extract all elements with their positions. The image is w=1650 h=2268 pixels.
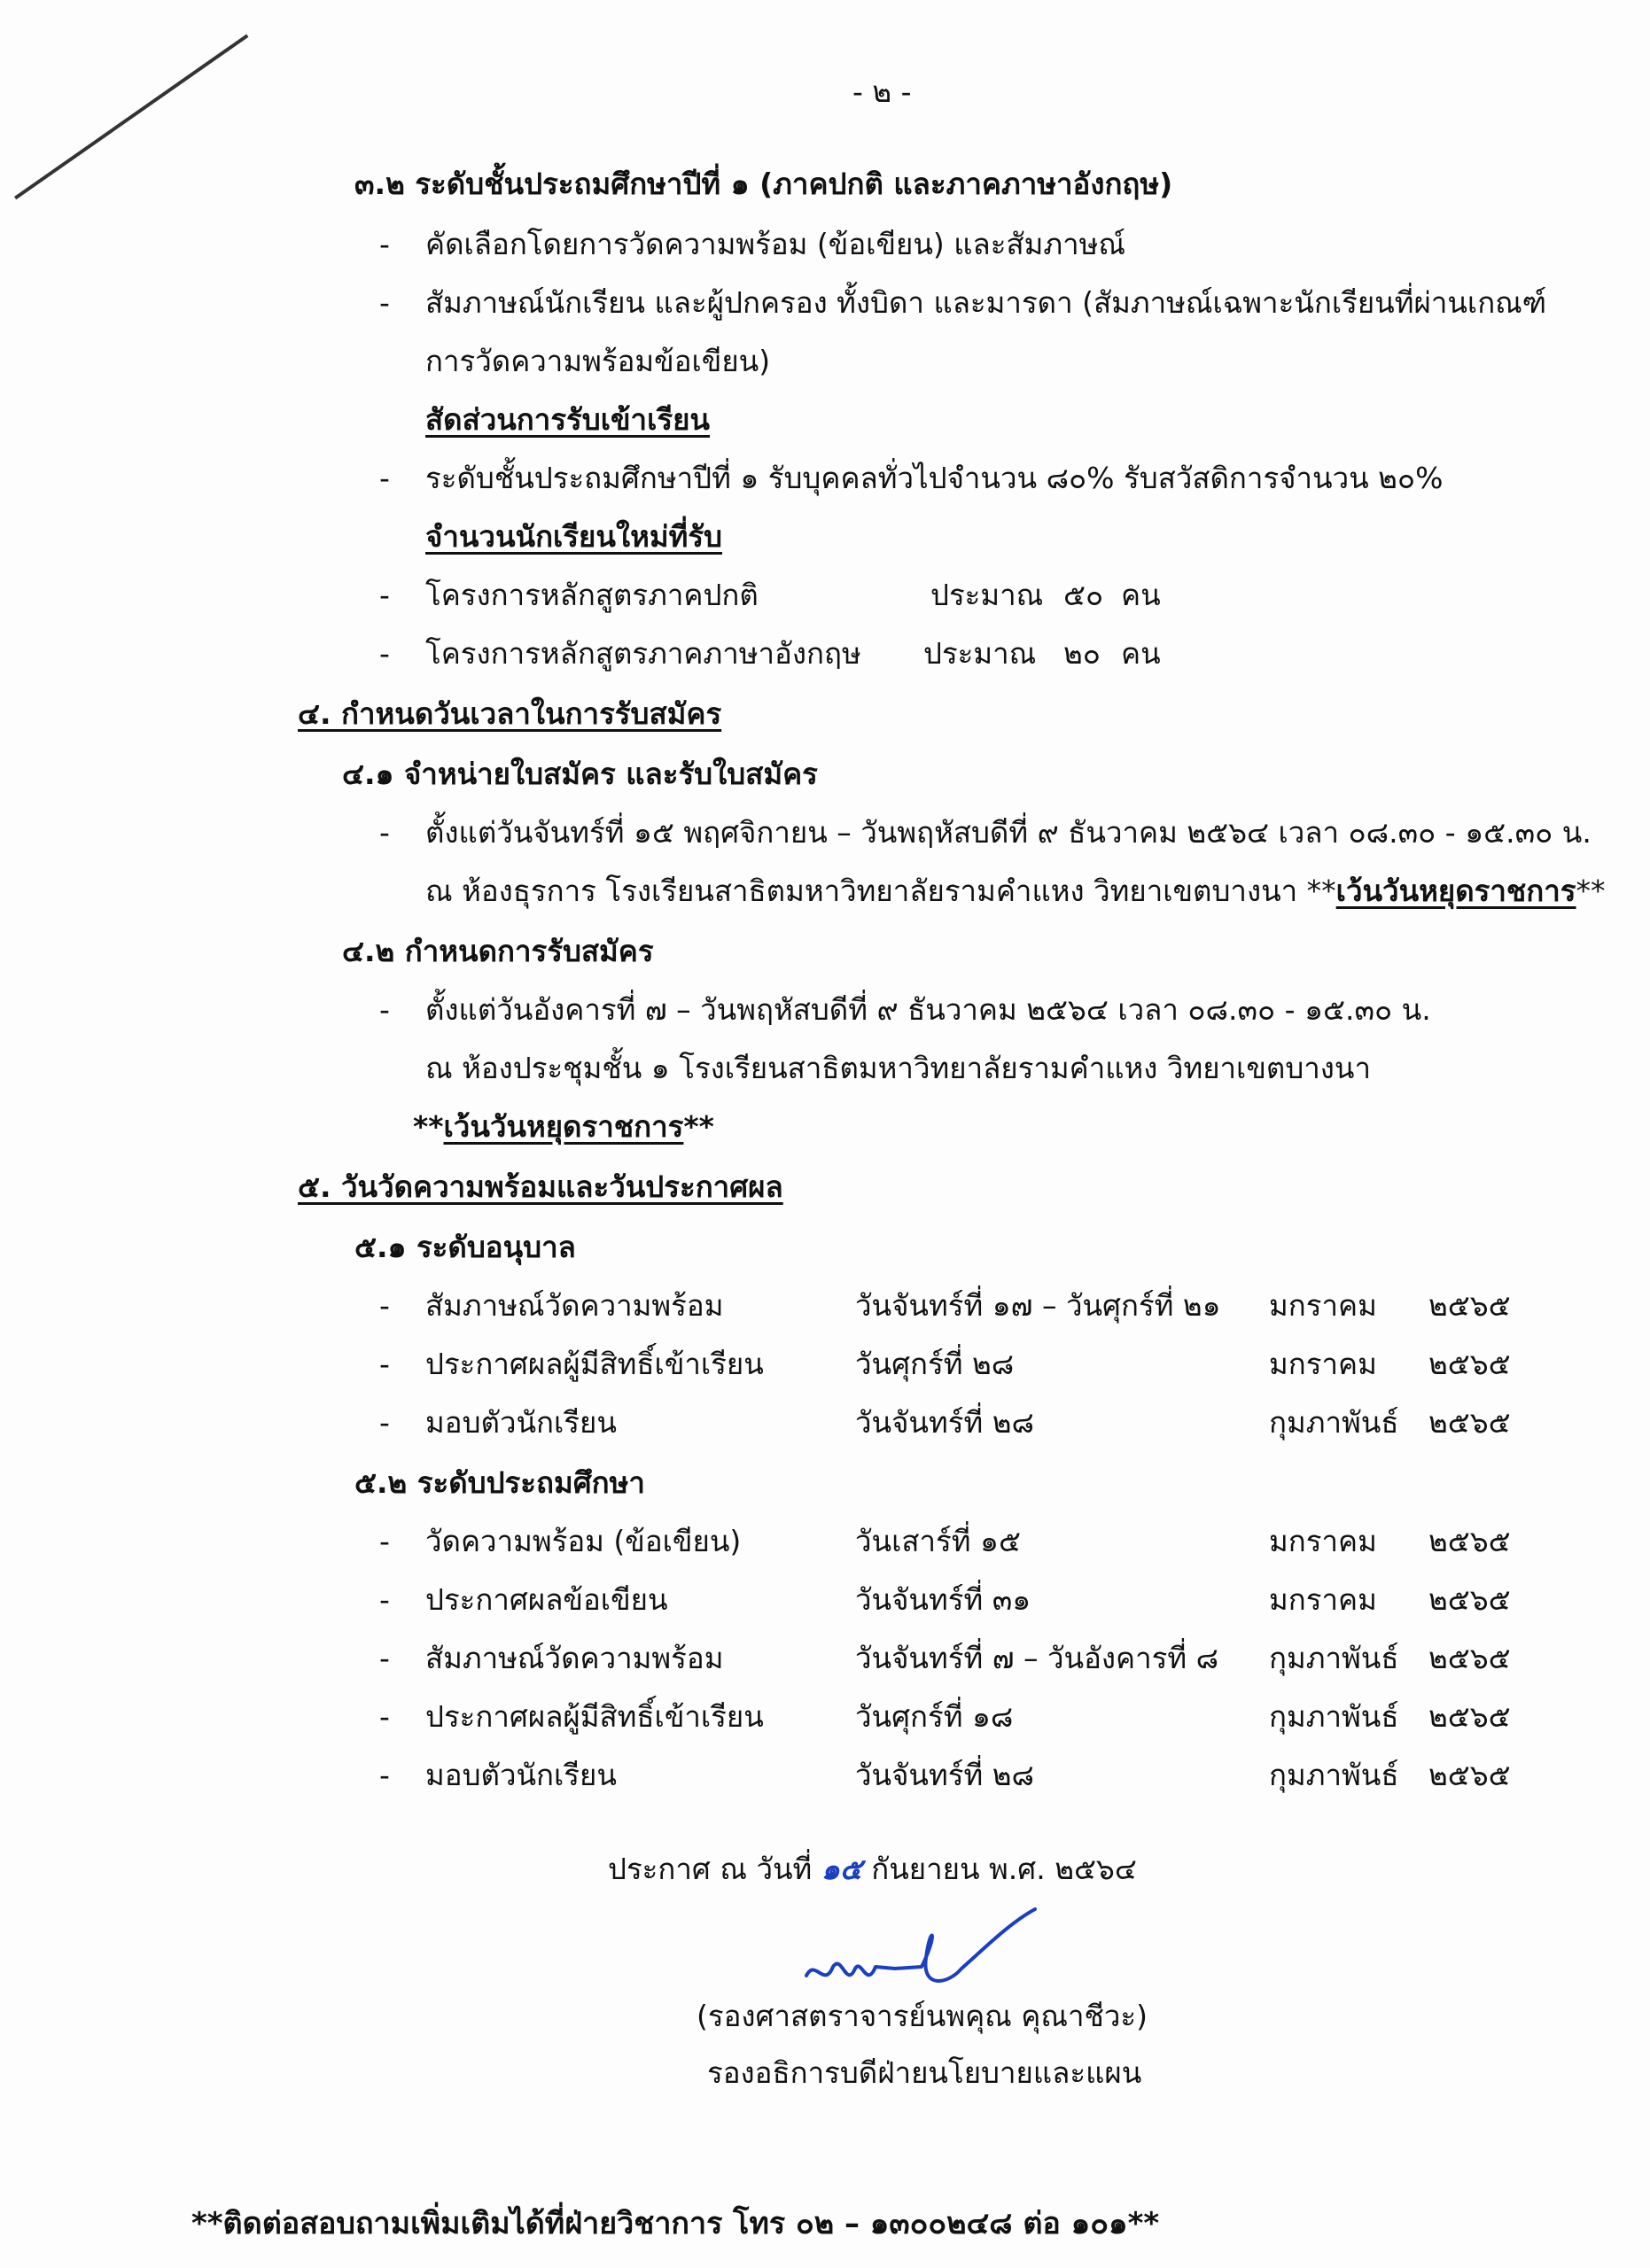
schedule-day: วันจันทร์ที่ ๗ – วันอังคารที่ ๘: [855, 1641, 1219, 1675]
section-3-2-heading: ๓.๒ ระดับชั้นประถมศึกษาปีที่ ๑ (ภาคปกติ และภาคภาษาอังกฤษ): [354, 167, 1173, 201]
bullet-dash: -: [379, 815, 390, 850]
schedule-day: วันจันทร์ที่ ๒๘: [855, 1758, 1034, 1792]
schedule-year: ๒๕๖๕: [1428, 1699, 1511, 1734]
section-4-1-heading: ๔.๑ จำหน่ายใบสมัคร และรับใบสมัคร: [342, 757, 818, 791]
schedule-day: วันเสาร์ที่ ๑๕: [855, 1524, 1021, 1558]
schedule-month: มกราคม: [1269, 1288, 1377, 1323]
bullet-dash: -: [379, 1347, 390, 1381]
bullet-dash: -: [379, 1582, 390, 1617]
schedule-event: ประกาศผลผู้มีสิทธิ์เข้าเรียน: [425, 1699, 764, 1734]
schedule-month: กุมภาพันธ์: [1269, 1405, 1399, 1440]
schedule-event: ประกาศผลข้อเขียน: [425, 1582, 668, 1617]
schedule-year: ๒๕๖๕: [1428, 1758, 1511, 1792]
schedule-year: ๒๕๖๕: [1428, 1582, 1511, 1617]
bullet-dash: -: [379, 227, 390, 261]
section-5-heading: ๕. วันวัดความพร้อมและวันประกาศผล: [298, 1169, 783, 1204]
schedule-day: วันจันทร์ที่ ๑๗ – วันศุกร์ที่ ๒๑: [855, 1288, 1221, 1323]
s4-2-line-2: ณ ห้องประชุมชั้น ๑ โรงเรียนสาธิตมหาวิทยาลัยรามคำแหง วิทยาเขตบางนา: [425, 1051, 1372, 1085]
count-row-unit: คน: [1121, 636, 1161, 671]
schedule-event: ประกาศผลผู้มีสิทธิ์เข้าเรียน: [425, 1347, 764, 1381]
schedule-year: ๒๕๖๕: [1428, 1347, 1511, 1381]
schedule-year: ๒๕๖๕: [1428, 1288, 1511, 1323]
bullet-dash: -: [379, 461, 390, 495]
schedule-year: ๒๕๖๕: [1428, 1405, 1511, 1440]
signer-title: รองอธิการบดีฝ่ายนโยบายและแผน: [707, 2055, 1142, 2090]
handwritten-day: ๑๕: [821, 1852, 862, 1886]
schedule-day: วันจันทร์ที่ ๒๘: [855, 1405, 1034, 1440]
s4-2-line-3: **เว้นวันหยุดราชการ**: [413, 1109, 714, 1144]
ratio-item: ระดับชั้นประถมศึกษาปีที่ ๑ รับบุคคลทั่วไปจำนวน ๘๐% รับสวัสดิการจำนวน ๒๐%: [425, 461, 1444, 495]
bullet-dash: -: [379, 636, 390, 671]
count-row-num: ๕๐: [1063, 578, 1104, 612]
s4-1-line-1: ตั้งแต่วันจันทร์ที่ ๑๕ พฤศจิกายน – วันพฤหัสบดีที่ ๙ ธันวาคม ๒๕๖๔ เวลา ๐๘.๓๐ - ๑๕.๓๐ น.: [425, 815, 1592, 850]
count-row-unit: คน: [1121, 578, 1161, 612]
bullet-dash: -: [379, 1405, 390, 1440]
count-row-approx: ประมาณ: [923, 636, 1037, 671]
s3-2-item-2-cont: การวัดความพร้อมข้อเขียน): [425, 344, 771, 378]
bullet-dash: -: [379, 992, 390, 1027]
section-4-2-heading: ๔.๒ กำหนดการรับสมัคร: [342, 934, 654, 968]
schedule-month: กุมภาพันธ์: [1269, 1641, 1399, 1675]
schedule-event: วัดความพร้อม (ข้อเขียน): [425, 1524, 742, 1558]
count-row-label: โครงการหลักสูตรภาคปกติ: [425, 578, 759, 612]
count-row-label: โครงการหลักสูตรภาคภาษาอังกฤษ: [425, 636, 861, 671]
section-5-1-heading: ๕.๑ ระดับอนุบาล: [354, 1230, 576, 1264]
schedule-month: กุมภาพันธ์: [1269, 1758, 1399, 1792]
contact-footer: **ติดต่อสอบถามเพิ่มเติมได้ที่ฝ่ายวิชาการ โทร ๐๒ – ๑๓๐๐๒๔๘ ต่อ ๑๐๑**: [191, 2206, 1160, 2241]
schedule-month: กุมภาพันธ์: [1269, 1699, 1399, 1734]
schedule-year: ๒๕๖๕: [1428, 1524, 1511, 1558]
announcement-date: ประกาศ ณ วันที่ ๑๕ กันยายน พ.ศ. ๒๕๖๔: [608, 1852, 1137, 1886]
schedule-event: มอบตัวนักเรียน: [425, 1758, 617, 1792]
ratio-heading: สัดส่วนการรับเข้าเรียน: [425, 402, 710, 437]
signature: [798, 1905, 1063, 2002]
s3-2-item-2: สัมภาษณ์นักเรียน และผู้ปกครอง ทั้งบิดา และมารดา (สัมภาษณ์เฉพาะนักเรียนที่ผ่านเกณฑ์: [425, 285, 1547, 320]
count-heading: จำนวนนักเรียนใหม่ที่รับ: [425, 519, 722, 554]
bullet-dash: -: [379, 1699, 390, 1734]
bullet-dash: -: [379, 1641, 390, 1675]
s3-2-item-1: คัดเลือกโดยการวัดความพร้อม (ข้อเขียน) และสัมภาษณ์: [425, 227, 1126, 261]
schedule-day: วันศุกร์ที่ ๑๘: [855, 1699, 1014, 1734]
schedule-year: ๒๕๖๕: [1428, 1641, 1511, 1675]
schedule-month: มกราคม: [1269, 1347, 1377, 1381]
schedule-event: สัมภาษณ์วัดความพร้อม: [425, 1641, 724, 1675]
signer-name: (รองศาสตราจารย์นพคุณ คุณาชีวะ): [697, 1999, 1148, 2033]
holiday-note: เว้นวันหยุดราชการ: [443, 1109, 684, 1144]
count-row-num: ๒๐: [1063, 636, 1101, 671]
schedule-event: มอบตัวนักเรียน: [425, 1405, 617, 1440]
schedule-month: มกราคม: [1269, 1582, 1377, 1617]
schedule-event: สัมภาษณ์วัดความพร้อม: [425, 1288, 724, 1323]
bullet-dash: -: [379, 1288, 390, 1323]
section-5-2-heading: ๕.๒ ระดับประถมศึกษา: [354, 1465, 645, 1500]
holiday-note: เว้นวันหยุดราชการ: [1335, 874, 1576, 908]
bullet-dash: -: [379, 285, 390, 320]
count-row-approx: ประมาณ: [930, 578, 1044, 612]
section-4-heading: ๔. กำหนดวันเวลาในการรับสมัคร: [298, 696, 722, 731]
schedule-month: มกราคม: [1269, 1524, 1377, 1558]
s4-2-line-1: ตั้งแต่วันอังคารที่ ๗ – วันพฤหัสบดีที่ ๙ ธันวาคม ๒๕๖๔ เวลา ๐๘.๓๐ - ๑๕.๓๐ น.: [425, 992, 1431, 1027]
s4-1-line-2: ณ ห้องธุรการ โรงเรียนสาธิตมหาวิทยาลัยรามคำแหง วิทยาเขตบางนา **เว้นวันหยุดราชการ**: [425, 874, 1606, 908]
scan-artifact-line: [14, 34, 248, 199]
bullet-dash: -: [379, 1758, 390, 1792]
bullet-dash: -: [379, 578, 390, 612]
page-number: - ๒ -: [852, 74, 912, 109]
schedule-day: วันศุกร์ที่ ๒๘: [855, 1347, 1015, 1381]
schedule-day: วันจันทร์ที่ ๓๑: [855, 1582, 1031, 1617]
bullet-dash: -: [379, 1524, 390, 1558]
